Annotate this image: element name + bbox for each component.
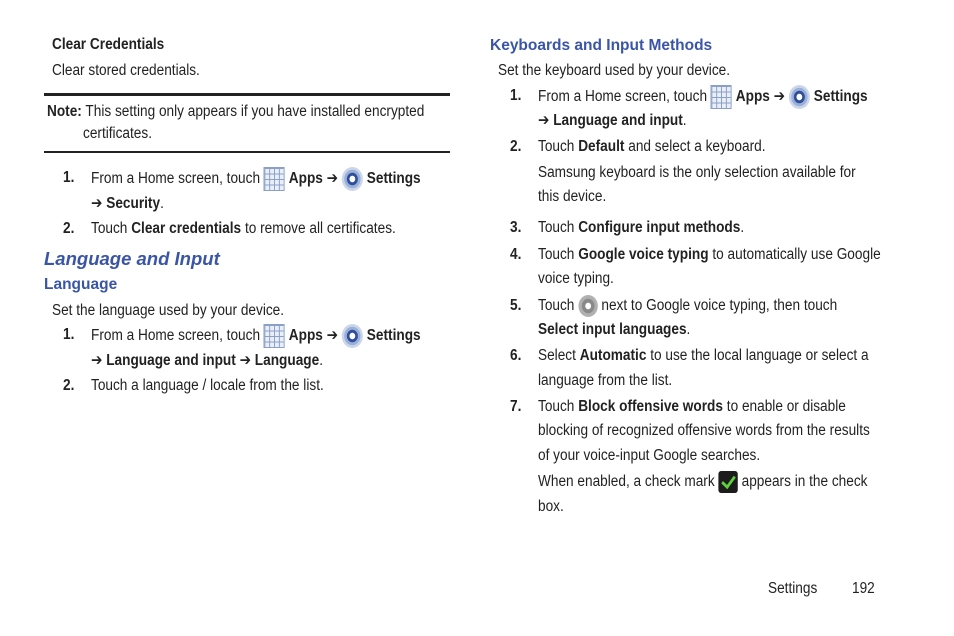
step-number: 4. xyxy=(510,246,522,263)
arrow: ➔ xyxy=(91,195,103,212)
period: . xyxy=(682,112,687,129)
lang-step2-line: Touch a language / locale from the list. xyxy=(91,377,324,394)
footer-section: Settings xyxy=(768,580,818,597)
kb-step2-rest: and select a keyboard. xyxy=(628,138,766,155)
touch-word: Touch xyxy=(538,138,575,155)
kb-step6-rest: to use the local language or select a xyxy=(650,347,869,364)
kb-step4-line1 xyxy=(538,246,881,264)
note-label: Note: xyxy=(47,103,82,120)
kb-step7-note-pre: When enabled, a check mark xyxy=(538,473,715,491)
note-line2: certificates. xyxy=(83,125,152,142)
kb-step7-line2: blocking of recognized offensive words from the results xyxy=(538,422,870,439)
kb-step7-note-post: appears in the check xyxy=(741,473,868,491)
kb-step7-rest: to enable or disable xyxy=(726,398,846,415)
kb-step7-note-line1 xyxy=(538,471,867,493)
note-line1: This setting only appears if you have installed encrypted xyxy=(85,103,425,120)
configure-input-option: Configure input methods xyxy=(578,219,741,236)
kb-step1-line2 xyxy=(538,111,687,130)
step-number: 2. xyxy=(510,138,522,155)
keyboards-title: Keyboards and Input Methods xyxy=(490,37,713,54)
step-number: 1. xyxy=(63,326,75,343)
select-input-languages-option: Select input languages xyxy=(538,321,687,338)
step1-line2 xyxy=(91,194,164,213)
kb-step6-line1 xyxy=(538,347,869,365)
period: . xyxy=(686,321,691,338)
note-bottom-rule xyxy=(44,151,450,153)
note xyxy=(47,103,424,121)
apps-label: Apps xyxy=(288,170,323,188)
lang-step1-line2 xyxy=(91,351,323,370)
period: . xyxy=(740,219,745,236)
step-number: 6. xyxy=(510,347,522,364)
gray-gear-icon xyxy=(578,295,597,317)
kb-step7-line1 xyxy=(538,398,846,416)
period: . xyxy=(160,195,164,212)
step-number: 7. xyxy=(510,398,522,415)
subsection-title: Language xyxy=(44,276,118,293)
touch-word: Touch xyxy=(91,220,128,237)
apps-icon xyxy=(264,324,285,348)
language-input-path: ➔ Language and input xyxy=(538,112,683,129)
step-number: 2. xyxy=(63,220,75,237)
settings-label: Settings xyxy=(813,88,868,106)
touch-word: Touch xyxy=(538,246,575,263)
arrow: ➔ xyxy=(773,88,786,106)
lang-step1-line1 xyxy=(91,324,421,348)
google-voice-typing-option: Google voice typing xyxy=(578,246,709,263)
kb-step3-line xyxy=(538,219,744,237)
clear-credentials-option: Clear credentials xyxy=(131,220,242,237)
kb-step2-line xyxy=(538,138,765,156)
block-offensive-words-option: Block offensive words xyxy=(578,398,723,415)
step1-pre: From a Home screen, touch xyxy=(91,327,261,345)
apps-label: Apps xyxy=(735,88,770,106)
step-number: 3. xyxy=(510,219,522,236)
settings-label: Settings xyxy=(366,170,421,188)
kb-step4-rest: to automatically use Google xyxy=(712,246,881,263)
step1-line1 xyxy=(91,167,421,191)
kb-step6-line2: language from the list. xyxy=(538,372,673,389)
clear-credentials-title: Clear Credentials xyxy=(52,36,165,53)
apps-icon xyxy=(711,85,732,109)
keyboards-desc: Set the keyboard used by your device. xyxy=(498,62,731,79)
settings-label: Settings xyxy=(366,327,421,345)
automatic-option: Automatic xyxy=(579,347,647,364)
kb-step2-note2: this device. xyxy=(538,188,607,205)
step2-line xyxy=(91,220,396,238)
note-top-rule xyxy=(44,93,450,96)
kb-step5-rest: next to Google voice typing, then touch xyxy=(601,297,838,315)
language-path: ➔ Language and input ➔ Language xyxy=(91,352,320,369)
kb-step5-line1 xyxy=(538,295,837,317)
step-number: 1. xyxy=(63,169,75,186)
step2-rest: to remove all certificates. xyxy=(244,220,396,237)
check-mark-icon xyxy=(718,471,737,493)
kb-step7-note-line2: box. xyxy=(538,498,564,515)
period: . xyxy=(319,352,324,369)
kb-step2-note1: Samsung keyboard is the only selection available for xyxy=(538,164,856,181)
step1-pre: From a Home screen, touch xyxy=(538,88,708,106)
arrow: ➔ xyxy=(326,327,339,345)
settings-gear-icon xyxy=(789,85,810,109)
kb-step7-line3: of your voice-input Google searches. xyxy=(538,447,761,464)
apps-label: Apps xyxy=(288,327,323,345)
arrow: ➔ xyxy=(326,170,339,188)
default-option: Default xyxy=(578,138,625,155)
step-number: 5. xyxy=(510,297,522,314)
clear-credentials-desc: Clear stored credentials. xyxy=(52,62,200,79)
kb-step1-line1 xyxy=(538,85,868,109)
settings-gear-icon xyxy=(342,167,363,191)
section-title: Language and Input xyxy=(44,248,220,269)
kb-step5-line2 xyxy=(538,321,690,339)
select-word: Select xyxy=(538,347,576,364)
touch-word: Touch xyxy=(538,297,575,315)
step-number: 2. xyxy=(63,377,75,394)
security-label: Security xyxy=(106,195,161,212)
kb-step4-line2: voice typing. xyxy=(538,270,614,287)
settings-gear-icon xyxy=(342,324,363,348)
touch-word: Touch xyxy=(538,219,575,236)
page-number: 192 xyxy=(852,580,875,597)
language-desc: Set the language used by your device. xyxy=(52,302,285,319)
step-number: 1. xyxy=(510,87,522,104)
touch-word: Touch xyxy=(538,398,575,415)
step1-pre: From a Home screen, touch xyxy=(91,170,261,188)
apps-icon xyxy=(264,167,285,191)
